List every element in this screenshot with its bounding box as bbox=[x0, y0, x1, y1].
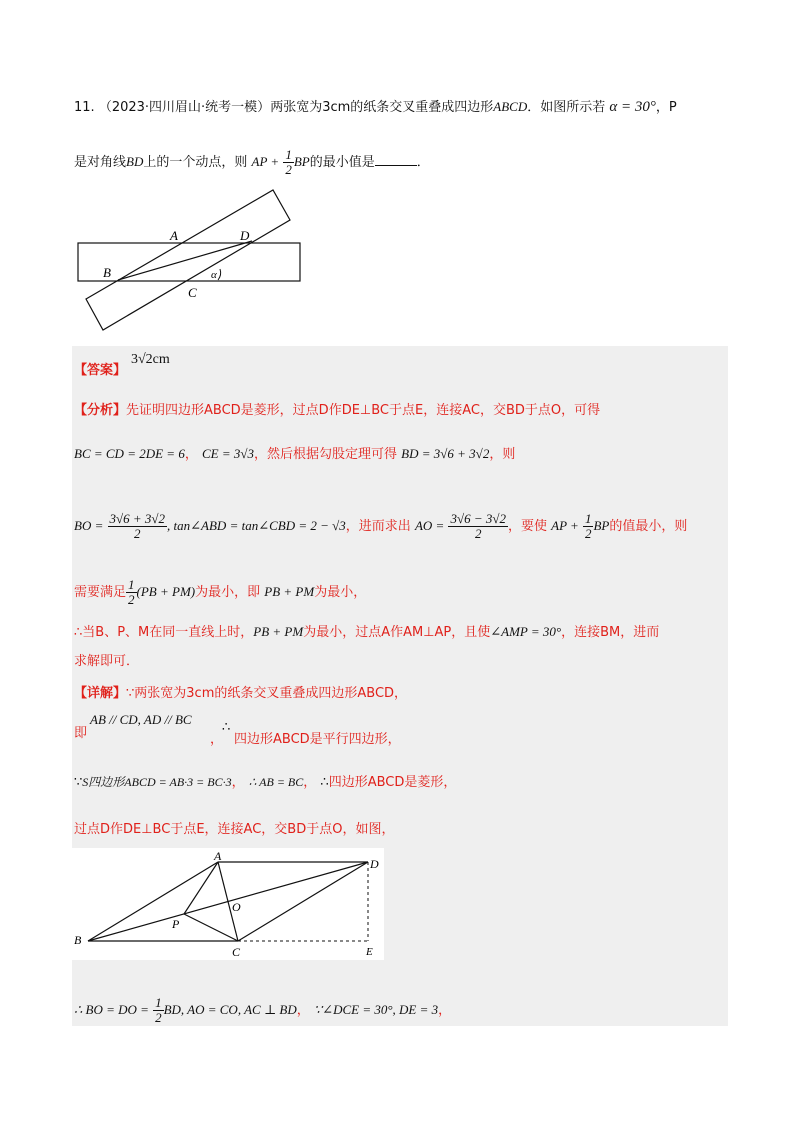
expr-ap: AP + bbox=[251, 154, 280, 169]
detail-text: 四边形ABCD是菱形， bbox=[328, 775, 457, 790]
frac-den: 2 bbox=[285, 162, 292, 177]
math-expr: PB + PM bbox=[253, 624, 304, 639]
analysis-text: 的值最小，则 bbox=[609, 519, 688, 534]
figure-strips bbox=[70, 185, 315, 340]
frac-num: 1 bbox=[584, 511, 592, 526]
because-symbol: ∵ bbox=[74, 775, 83, 790]
detail-text: ， bbox=[303, 775, 317, 790]
question-text: 两张宽为3cm的纸条交叉重叠成四边形 bbox=[270, 100, 494, 115]
answer-blank bbox=[375, 165, 417, 166]
label-d: D bbox=[240, 228, 250, 243]
alpha-value: α = 30° bbox=[609, 99, 656, 115]
analysis-line-6: 求解即可． bbox=[74, 654, 140, 669]
detail-line-1 bbox=[74, 684, 407, 704]
detail-text: ∵两张宽为3cm的纸条交叉重叠成四边形ABCD， bbox=[126, 686, 408, 701]
detail-line-3 bbox=[74, 772, 456, 793]
frac-num: 1 bbox=[128, 577, 135, 592]
analysis-tag: 【分析】 bbox=[74, 403, 127, 418]
label-e: E bbox=[366, 946, 373, 958]
question-text: 的最小值是 bbox=[309, 155, 375, 170]
analysis-text: ，要使 bbox=[507, 519, 547, 534]
question-text: 是对角线 bbox=[74, 155, 127, 170]
label-c: C bbox=[188, 285, 197, 300]
figure-background bbox=[72, 848, 384, 960]
half-fraction bbox=[283, 148, 294, 177]
detail-line-2c bbox=[222, 718, 230, 738]
detail-text: ， bbox=[210, 732, 224, 747]
detail-line-2 bbox=[74, 724, 87, 744]
horizontal-strip bbox=[78, 243, 300, 281]
analysis-text: 为最小，过点A作AM⊥AP，且使 bbox=[303, 625, 491, 640]
math-expr: CE = 3√3 bbox=[201, 446, 255, 461]
label-a: A bbox=[214, 849, 222, 863]
analysis-text: 为最小，即 bbox=[195, 585, 261, 600]
frac-den: 2 bbox=[128, 592, 135, 607]
frac-num: 3√6 + 3√2 bbox=[109, 511, 166, 526]
analysis-line-4 bbox=[74, 578, 366, 607]
therefore-symbol: ∴ bbox=[320, 775, 329, 790]
label-alpha: α bbox=[211, 269, 217, 281]
analysis-text: 为最小， bbox=[314, 585, 367, 600]
math-expr: , tan∠ABD = tan∠CBD = 2 − √3 bbox=[167, 518, 346, 533]
analysis-text: 先证明四边形ABCD是菱形，过点D作DE⊥BC于点E，连接AC，交BD于点O，可得 bbox=[126, 403, 601, 418]
math-expr: AO = bbox=[414, 518, 445, 533]
analysis-text: 需要满足 bbox=[74, 585, 127, 600]
question-text: ． bbox=[416, 155, 430, 170]
half-fraction bbox=[153, 996, 164, 1025]
question-text: ．如图所示若 bbox=[527, 100, 606, 115]
label-c: C bbox=[232, 945, 241, 959]
frac-den: 2 bbox=[474, 526, 482, 541]
math-expr: PB + PM bbox=[264, 584, 315, 599]
label-a: A bbox=[170, 228, 178, 243]
analysis-text: ，连接BM，进而 bbox=[561, 625, 660, 640]
frac-num: 1 bbox=[155, 995, 162, 1010]
detail-line-4: 过点D作DE⊥BC于点E，连接AC，交BD于点O，如图， bbox=[74, 822, 395, 837]
math-expr: AP + bbox=[551, 518, 579, 533]
analysis-text: ，然后根据勾股定理可得 bbox=[254, 447, 398, 462]
therefore-symbol: ∴ bbox=[222, 720, 231, 735]
alpha-arc bbox=[218, 269, 221, 280]
answer-value: 3√2cm bbox=[131, 352, 170, 367]
question-number: 11. bbox=[74, 100, 95, 115]
math-expr: ∠AMP = 30° bbox=[490, 624, 562, 639]
math-expr: ∴ AB = BC bbox=[248, 775, 304, 789]
frac-den: 2 bbox=[584, 526, 592, 541]
quad-name: ABCD bbox=[493, 99, 528, 114]
frac-num: 3√6 − 3√2 bbox=[450, 511, 506, 526]
math-expr: BD, AO = CO, AC ⊥ BD bbox=[163, 1002, 297, 1017]
analysis-line-1 bbox=[74, 401, 600, 421]
bo-fraction bbox=[108, 512, 168, 541]
analysis-line-5 bbox=[74, 622, 659, 643]
detail-text: ， bbox=[438, 1003, 452, 1018]
detail-text: ， bbox=[231, 775, 245, 790]
question-text: 上的一个动点，则 bbox=[143, 155, 248, 170]
detail-text: 四边形ABCD是平行四边形， bbox=[234, 732, 401, 747]
label-o: O bbox=[232, 900, 241, 914]
diagonal-bd bbox=[118, 241, 252, 280]
math-expr: (PB + PM) bbox=[136, 584, 196, 599]
frac-den: 2 bbox=[134, 526, 141, 541]
figure-rhombus bbox=[72, 848, 384, 960]
math-expr: AB // CD, AD // BC bbox=[90, 712, 192, 727]
analysis-text: ∴当B、P、M在同一直线上时， bbox=[74, 625, 254, 640]
answer-tag: 【答案】 bbox=[74, 363, 127, 378]
label-d: D bbox=[370, 857, 379, 871]
question-text: ，P bbox=[655, 100, 677, 115]
detail-line-2d bbox=[234, 730, 401, 750]
detail-line-5 bbox=[74, 996, 451, 1025]
frac-num: 1 bbox=[285, 147, 292, 162]
question-line-2 bbox=[74, 148, 430, 177]
analysis-text: ，则 bbox=[489, 447, 516, 462]
math-expr: BC = CD = 2DE = 6 bbox=[74, 446, 185, 461]
question-source: （2023·四川眉山·统考一模） bbox=[98, 100, 271, 115]
question-line-1 bbox=[74, 97, 677, 118]
analysis-line-2 bbox=[74, 444, 515, 465]
half-fraction bbox=[126, 578, 137, 607]
ao-fraction bbox=[448, 512, 508, 541]
label-p: P bbox=[172, 917, 180, 931]
label-b: B bbox=[74, 933, 82, 947]
analysis-text: ，进而求出 bbox=[345, 519, 411, 534]
analysis-text: ， bbox=[184, 447, 198, 462]
detail-tag: 【详解】 bbox=[74, 686, 127, 701]
detail-text: 即 bbox=[74, 726, 88, 741]
analysis-line-3 bbox=[74, 512, 687, 541]
label-b: B bbox=[103, 265, 111, 280]
math-expr: BO = bbox=[74, 518, 104, 533]
half-fraction bbox=[583, 512, 594, 541]
frac-den: 2 bbox=[155, 1010, 162, 1025]
math-expr: ∴ BO = DO = bbox=[74, 1002, 149, 1017]
math-expr: ∵∠DCE = 30°, DE = 3 bbox=[313, 1002, 439, 1017]
expr-bp: BP bbox=[293, 154, 310, 169]
math-expr: BD = 3√6 + 3√2 bbox=[401, 446, 490, 461]
math-expr: S四边形ABCD = AB·3 = BC·3 bbox=[82, 775, 232, 789]
diagonal-name: BD bbox=[126, 154, 144, 169]
answer-line bbox=[74, 361, 126, 381]
math-expr: BP bbox=[593, 518, 610, 533]
detail-text: ， bbox=[296, 1003, 310, 1018]
